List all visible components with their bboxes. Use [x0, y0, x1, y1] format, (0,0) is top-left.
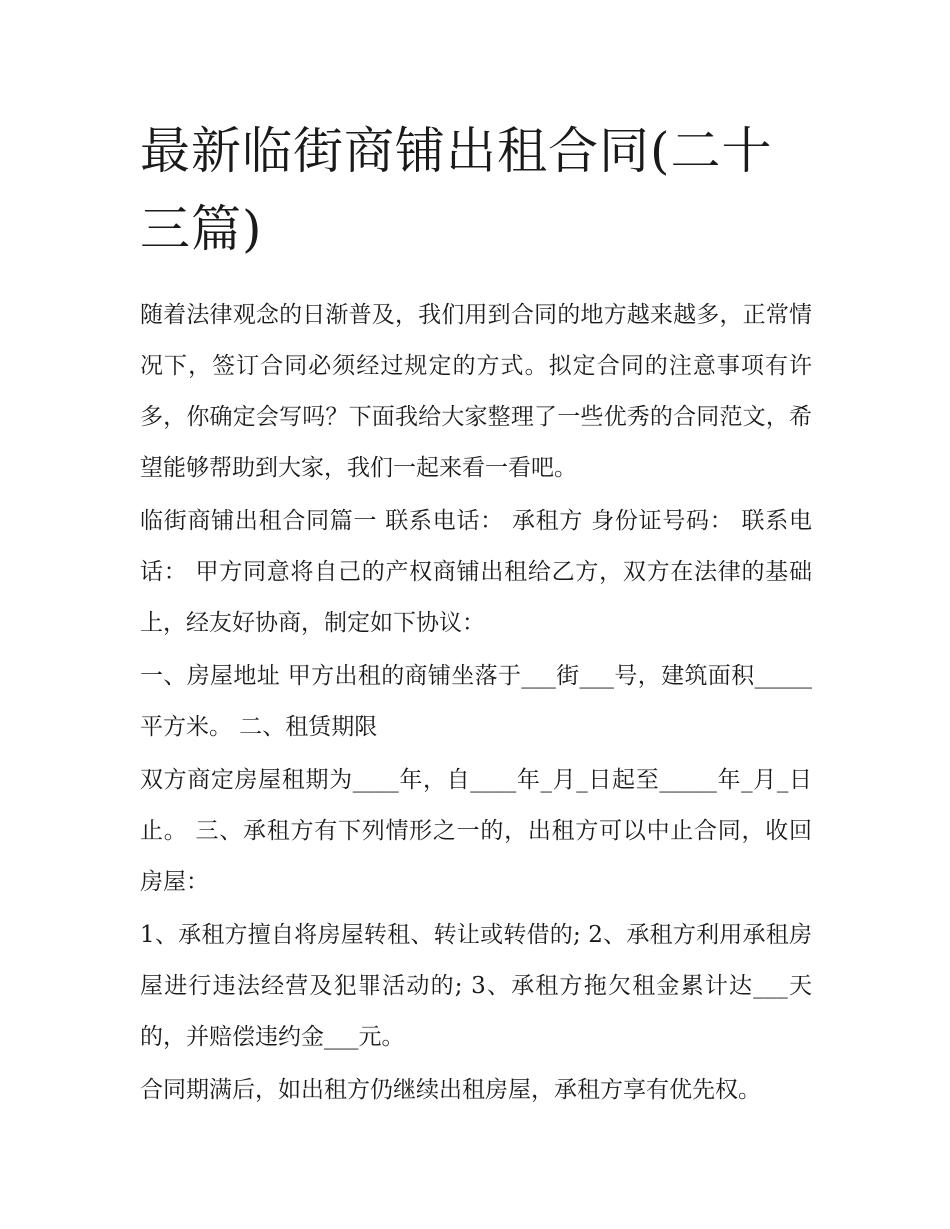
- paragraph-intro: 随着法律观念的日渐普及，我们用到合同的地方越来越多，正常情况下，签订合同必须经过规定的方式。拟定合同的注意事项有许多，你确定会写吗？下面我给大家整理了一些优秀的合同范文，希望能够帮助到大家，我们一起来看一看吧。: [140, 302, 812, 481]
- document-page: [140, 112, 812, 1116]
- paragraph-priority-right: 合同期满后，如出租方仍继续出租房屋，承租方享有优先权。: [140, 1077, 761, 1103]
- document-title: 最新临街商铺出租合同(二十三篇): [140, 122, 773, 258]
- paragraph-house-address: 一、房屋地址 甲方出租的商铺坐落于___街___号，建筑面积_____平方米。 二、租赁期限: [140, 663, 812, 740]
- paragraph-termination-cases: 1、承租方擅自将房屋转租、转让或转借的; 2、承租方利用承租房屋进行违法经营及犯罪活动的; 3、承租方拖欠租金累计达___天的，并赔偿违约金___元。: [140, 922, 812, 1050]
- paragraph-contract-parties: 临街商铺出租合同篇一 联系电话： 承租方 身份证号码： 联系电话： 甲方同意将自己的产权商铺出租给乙方，双方在法律的基础上，经友好协商，制定如下协议：: [140, 508, 812, 636]
- paragraph-lease-term: 双方商定房屋租期为____年，自____年_月_日起至_____年_月_日止。 三、承租方有下列情形之一的，出租方可以中止合同，收回房屋：: [140, 767, 812, 895]
